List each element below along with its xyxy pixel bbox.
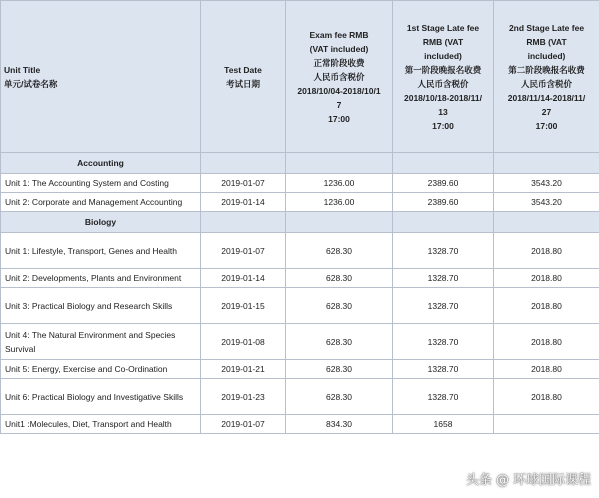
- late-fee-1-cell: 1658: [393, 415, 494, 434]
- test-date-cell: 2019-01-07: [201, 174, 286, 193]
- section-empty-cell: [286, 212, 393, 233]
- test-date-cell: 2019-01-23: [201, 379, 286, 415]
- header-fee-late2: [494, 1, 599, 153]
- late-fee-2-cell: 2018.80: [494, 288, 599, 324]
- header-line: 27: [541, 106, 552, 117]
- exam-fee-cell: 628.30: [286, 269, 393, 288]
- header-line: 17:00: [432, 120, 454, 131]
- section-row: [1, 212, 599, 233]
- watermark-prefix: 头条 @: [465, 473, 509, 488]
- table-row: [1, 415, 599, 434]
- table-row: [1, 379, 599, 415]
- exam-fee-cell: 628.30: [286, 379, 393, 415]
- table-row: [1, 233, 599, 269]
- header-line: 正常阶段收费: [313, 57, 365, 68]
- header-line: 人民币含税价: [313, 71, 365, 82]
- late-fee-1-cell: 1328.70: [393, 324, 494, 360]
- header-test-date-en: Test Date: [224, 64, 262, 75]
- header-line: 1st Stage Late fee: [406, 22, 480, 33]
- header-line: 7: [336, 99, 342, 110]
- header-fee-normal: [286, 1, 393, 153]
- header-line: 2018/11/14-2018/11/: [507, 92, 586, 103]
- table-row: [1, 360, 599, 379]
- test-date-cell: 2019-01-07: [201, 233, 286, 269]
- header-line: 2018/10/04-2018/10/1: [297, 85, 381, 96]
- header-line: (VAT included): [309, 43, 369, 54]
- exam-fee-cell: 628.30: [286, 324, 393, 360]
- header-unit-title-en: Unit Title: [4, 64, 41, 75]
- header-row: [1, 1, 599, 153]
- header-unit-title: [1, 1, 201, 153]
- table-row: [1, 193, 599, 212]
- header-line: 人民币含税价: [520, 78, 572, 89]
- watermark: [466, 469, 591, 488]
- table-row: [1, 269, 599, 288]
- test-date-cell: 2019-01-14: [201, 269, 286, 288]
- header-line: 2nd Stage Late fee: [508, 22, 585, 33]
- watermark-text: 环球国际课程: [512, 473, 591, 488]
- late-fee-2-cell: [494, 415, 599, 434]
- header-line: included): [424, 50, 462, 61]
- header-line: RMB (VAT: [422, 36, 464, 47]
- header-line: 13: [438, 106, 448, 117]
- unit-title-cell: Unit 2: Developments, Plants and Environment: [1, 269, 201, 288]
- unit-title-cell: Unit 5: Energy, Exercise and Co-Ordination: [1, 360, 201, 379]
- unit-title-cell: Unit 4: The Natural Environment and Species Survival: [1, 324, 201, 360]
- header-test-date: [201, 1, 286, 153]
- section-empty-cell: [201, 212, 286, 233]
- test-date-cell: 2019-01-08: [201, 324, 286, 360]
- test-date-cell: 2019-01-15: [201, 288, 286, 324]
- late-fee-2-cell: 3543.20: [494, 174, 599, 193]
- test-date-cell: 2019-01-21: [201, 360, 286, 379]
- late-fee-1-cell: 2389.60: [393, 174, 494, 193]
- header-line: 2018/10/18-2018/11/: [404, 92, 482, 103]
- header-unit-title-cn: 单元/试卷名称: [4, 78, 58, 89]
- table-row: [1, 288, 599, 324]
- late-fee-2-cell: 2018.80: [494, 379, 599, 415]
- late-fee-1-cell: 1328.70: [393, 379, 494, 415]
- exam-fee-cell: 1236.00: [286, 193, 393, 212]
- header-line: 17:00: [328, 113, 350, 124]
- exam-fee-cell: 628.30: [286, 233, 393, 269]
- header-line: included): [527, 50, 566, 61]
- unit-title-cell: Unit 3: Practical Biology and Research Skills: [1, 288, 201, 324]
- exam-fee-cell: 628.30: [286, 288, 393, 324]
- header-line: 17:00: [535, 120, 558, 131]
- header-line: 第二阶段晚报名收费: [508, 64, 585, 75]
- section-empty-cell: [201, 153, 286, 174]
- exam-fee-cell: 1236.00: [286, 174, 393, 193]
- late-fee-2-cell: 2018.80: [494, 233, 599, 269]
- late-fee-1-cell: 1328.70: [393, 269, 494, 288]
- late-fee-2-cell: 2018.80: [494, 360, 599, 379]
- section-title: Accounting: [1, 153, 201, 174]
- unit-title-cell: Unit 2: Corporate and Management Accounting: [1, 193, 201, 212]
- section-row: [1, 153, 599, 174]
- table-row: [1, 174, 599, 193]
- unit-title-cell: Unit 1: Lifestyle, Transport, Genes and Health: [1, 233, 201, 269]
- header-line: RMB (VAT: [526, 36, 567, 47]
- exam-fee-cell: 834.30: [286, 415, 393, 434]
- late-fee-1-cell: 1328.70: [393, 360, 494, 379]
- late-fee-1-cell: 2389.60: [393, 193, 494, 212]
- header-test-date-cn: 考试日期: [225, 78, 260, 89]
- section-title: Biology: [1, 212, 201, 233]
- table-row: [1, 324, 599, 360]
- late-fee-1-cell: 1328.70: [393, 233, 494, 269]
- section-empty-cell: [494, 153, 599, 174]
- header-line: 人民币含税价: [417, 78, 469, 89]
- late-fee-1-cell: 1328.70: [393, 288, 494, 324]
- unit-title-cell: Unit1 :Molecules, Diet, Transport and Health: [1, 415, 201, 434]
- unit-title-cell: Unit 1: The Accounting System and Costing: [1, 174, 201, 193]
- test-date-cell: 2019-01-14: [201, 193, 286, 212]
- unit-title-cell: Unit 6: Practical Biology and Investigative Skills: [1, 379, 201, 415]
- late-fee-2-cell: 2018.80: [494, 269, 599, 288]
- header-line: 第一阶段晚报名收费: [404, 64, 482, 75]
- late-fee-2-cell: 3543.20: [494, 193, 599, 212]
- section-empty-cell: [286, 153, 393, 174]
- header-line: Exam fee RMB: [309, 29, 369, 40]
- exam-fee-cell: 628.30: [286, 360, 393, 379]
- section-empty-cell: [494, 212, 599, 233]
- section-empty-cell: [393, 212, 494, 233]
- header-fee-late1: [393, 1, 494, 153]
- section-empty-cell: [393, 153, 494, 174]
- late-fee-2-cell: 2018.80: [494, 324, 599, 360]
- test-date-cell: 2019-01-07: [201, 415, 286, 434]
